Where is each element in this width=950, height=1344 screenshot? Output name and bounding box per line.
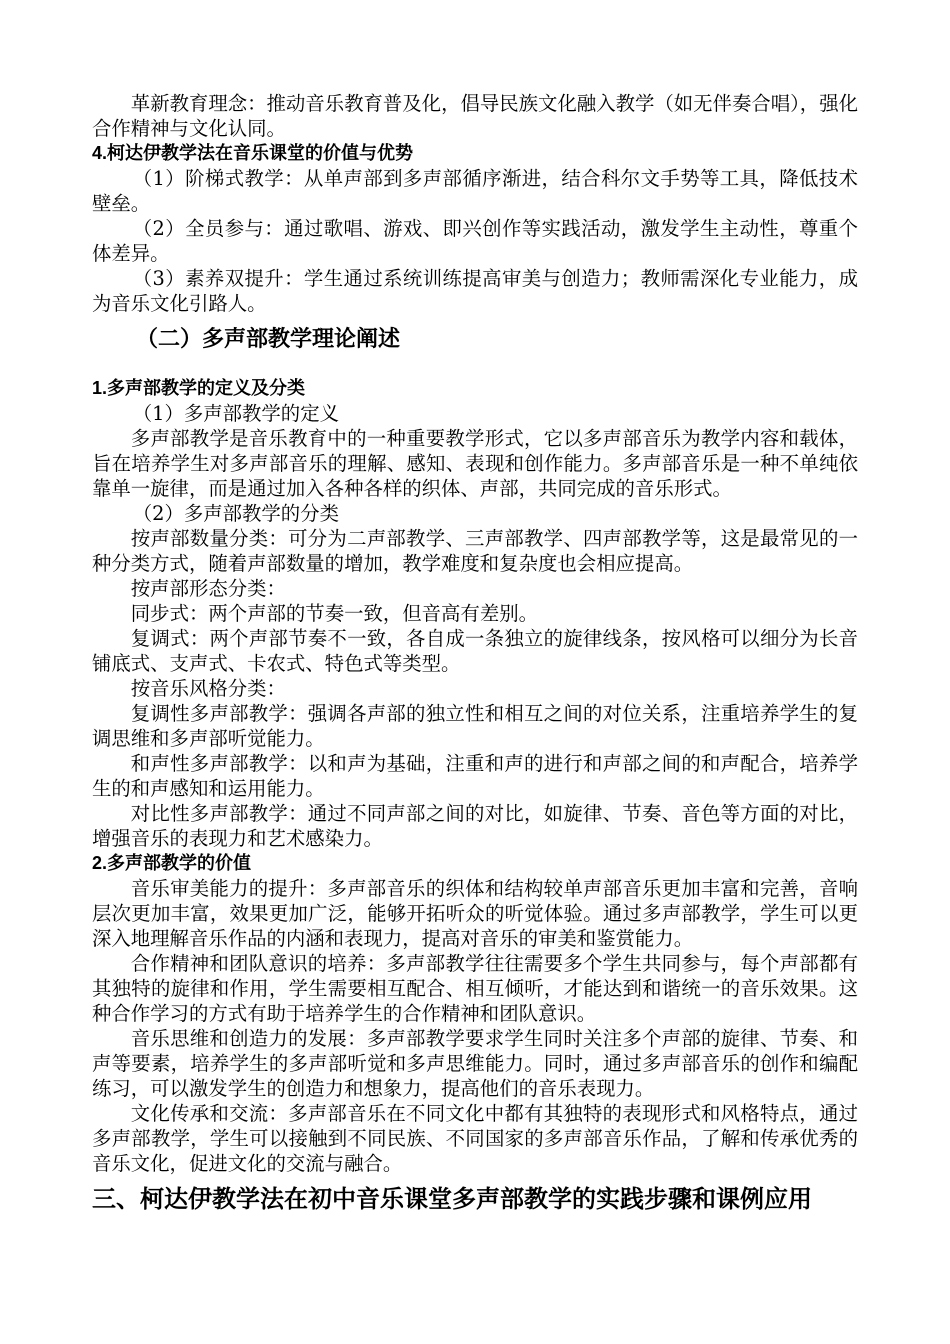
value-paragraph: 合作精神和团队意识的培养：多声部教学往往需要多个学生共同参与，每个声部都有其独特的旋律和作用，学生需要相互配合、相互倾听，才能达到和谐统一的音乐效果。这种合作学习的方式有助于培养学生的合作精神和团队意识。 bbox=[92, 952, 858, 1025]
heading-value: 2.多声部教学的价值 bbox=[92, 853, 252, 873]
heading-definition-classification: 1.多声部教学的定义及分类 bbox=[92, 378, 306, 398]
classification-item: 同步式：两个声部的节奏一致，但音高有差别。 bbox=[130, 602, 538, 625]
classification-item: 和声性多声部教学：以和声为基础，注重和声的进行和声部之间的和声配合，培养学生的和声感知和运用能力。 bbox=[92, 752, 858, 800]
section-title-practice: 三、柯达伊教学法在初中音乐课堂多声部教学的实践步骤和课例应用 bbox=[92, 1186, 812, 1213]
classification-item: 复调性多声部教学：强调各声部的独立性和相互之间的对位关系，注重培养学生的复调思维和多声部听觉能力。 bbox=[92, 702, 858, 750]
advantage-item: （2）全员参与：通过歌唱、游戏、即兴创作等实践活动，激发学生主动性，尊重个体差异。 bbox=[92, 217, 858, 265]
value-paragraph: 音乐审美能力的提升：多声部音乐的织体和结构较单声部音乐更加丰富和完善，音响层次更加丰富，效果更加广泛，能够开拓听众的听觉体验。通过多声部教学，学生可以更深入地理解音乐作品的内涵和表现力，提高对音乐的审美和鉴赏能力。 bbox=[92, 877, 858, 950]
subheading-classification: （2）多声部教学的分类 bbox=[132, 502, 339, 525]
subheading-definition: （1）多声部教学的定义 bbox=[132, 402, 339, 425]
paragraph-definition: 多声部教学是音乐教育中的一种重要教学形式，它以多声部音乐为教学内容和载体，旨在培养学生对多声部音乐的理解、感知、表现和创作能力。多声部音乐是一种不单纯依靠单一旋律，而是通过加入各种各样的织体、声部，共同完成的音乐形式。 bbox=[92, 427, 858, 500]
heading-kodaly-value: 4.柯达伊教学法在音乐课堂的价值与优势 bbox=[92, 143, 414, 163]
advantage-item: （3）素养双提升：学生通过系统训练提高审美与创造力；教师需深化专业能力，成为音乐文化引路人。 bbox=[92, 267, 858, 315]
classification-item: 按声部形态分类： bbox=[130, 577, 286, 600]
classification-item: 按声部数量分类：可分为二声部教学、三声部教学、四声部教学等，这是最常见的一种分类方式，随着声部数量的增加，教学难度和复杂度也会相应提高。 bbox=[92, 527, 858, 575]
advantage-item: （1）阶梯式教学：从单声部到多声部循序渐进，结合科尔文手势等工具，降低技术壁垒。 bbox=[92, 167, 858, 215]
value-paragraph: 文化传承和交流：多声部音乐在不同文化中都有其独特的表现形式和风格特点，通过多声部教学，学生可以接触到不同民族、不同国家的多声部音乐作品，了解和传承优秀的音乐文化，促进文化的交流与融合。 bbox=[92, 1102, 858, 1175]
document-page bbox=[92, 91, 858, 1223]
paragraph-education-concept: 革新教育理念：推动音乐教育普及化，倡导民族文化融入教学（如无伴奏合唱），强化合作精神与文化认同。 bbox=[92, 92, 858, 140]
classification-item: 按音乐风格分类： bbox=[130, 677, 286, 700]
classification-item: 复调式：两个声部节奏不一致，各自成一条独立的旋律线条，按风格可以细分为长音铺底式、支声式、卡农式、特色式等类型。 bbox=[92, 627, 858, 675]
classification-item: 对比性多声部教学：通过不同声部之间的对比，如旋律、节奏、音色等方面的对比，增强音乐的表现力和艺术感染力。 bbox=[92, 802, 858, 850]
section-title-polyphonic-theory: （二）多声部教学理论阐述 bbox=[136, 326, 401, 351]
value-paragraph: 音乐思维和创造力的发展：多声部教学要求学生同时关注多个声部的旋律、节奏、和声等要素，培养学生的多声部听觉和多声思维能力。同时，通过多声部音乐的创作和编配练习，可以激发学生的创造力和想象力，提高他们的音乐表现力。 bbox=[92, 1027, 858, 1100]
